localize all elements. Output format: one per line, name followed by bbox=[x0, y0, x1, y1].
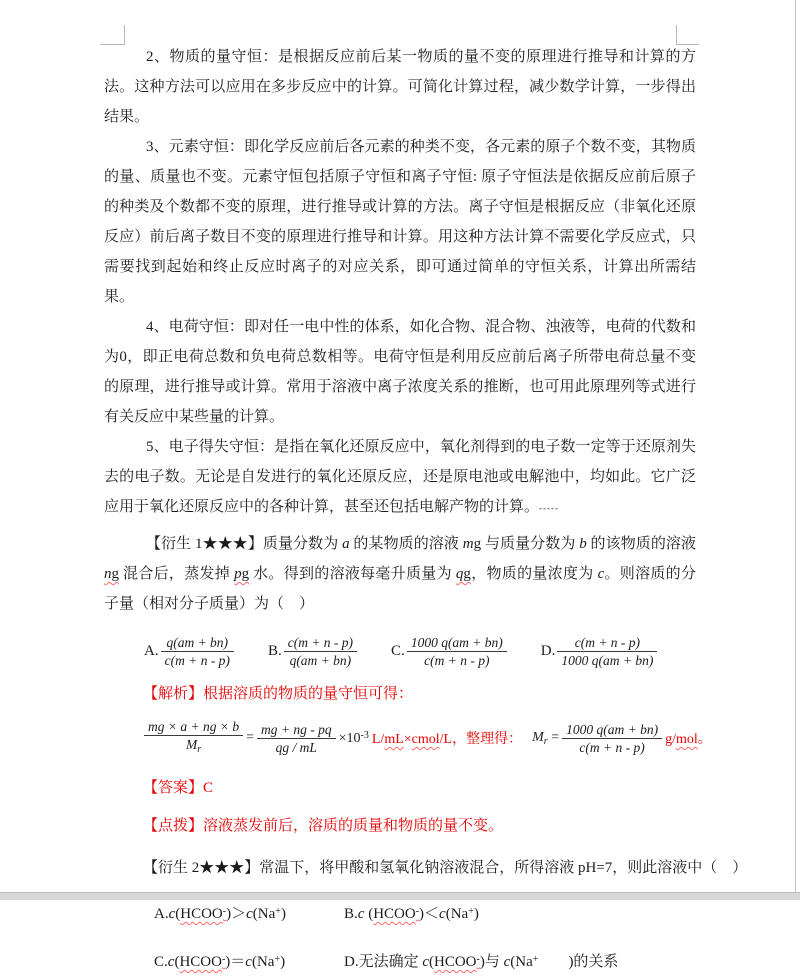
unit-conversion-red: L/mL×cmol/L，整理得： bbox=[371, 732, 530, 747]
molar-mass-equation: $M_r$ = bbox=[532, 729, 560, 747]
option-b-label: B. bbox=[267, 642, 282, 659]
option-c-fraction: $\frac{1000 q(am + bn)}{c(m + n - p)}$ bbox=[407, 634, 507, 669]
question1-stem: 【衍生 1★★★】质量分数为 a 的某物质的溶液 mg 与质量分数为 b 的该物质的溶液 ng 混合后，蒸发掉 pg 水。得到的溶液每毫升质量为 qg，物质的量浓度为 c。则溶质的分子量（相对分子质量）为（ ） bbox=[104, 536, 696, 612]
question2-option-b: B.c (HCOO-)＜c(Na+) bbox=[344, 906, 479, 922]
answer-line: 【答案】C bbox=[143, 780, 214, 796]
option-d-fraction: $\frac{c(m + n - p)}{1000 q(am + bn)}$ bbox=[557, 634, 657, 669]
question1-option-a bbox=[144, 634, 234, 669]
paragraph-electron-conservation: 5、电子得失守恒：是指在氧化还原反应中，氧化剂得到的电子数一定等于还原剂失去的电子数。无论是自发进行的氧化还原反应，还是原电池或电解池中，均如此。它广泛应用于氧化还原反应中的各种计算，甚至还包括电解产物的计算。----- bbox=[104, 439, 696, 515]
question1-options-row bbox=[144, 629, 696, 673]
question2-stem: 【衍生 2★★★】常温下，将甲酸和氢氧化钠溶液混合，所得溶液 pH=7，则此溶液中（ ） bbox=[143, 860, 748, 876]
option-d-label: D. bbox=[540, 642, 556, 659]
formula-fraction-2: $\frac{mg + ng - pq}{qg / mL}$ bbox=[257, 721, 336, 756]
paragraph-element-conservation: 3、元素守恒：即化学反应前后各元素的种类不变，各元素的原子个数不变，其物质的量、质量也不变。元素守恒包括原子守恒和离子守恒: 原子守恒法是依据反应前后原子的种类及个数都不变的原理，进行推导或计算的方法。离子守恒是根据反应（非氧化还原反应）前后离子数目不变的原理进行推导和计算。用这种方法计算不需要化学反应式，只需要找到起始和终止反应时离子的对应关系，即可通过简单的守恒关系，计算出所需结果。 bbox=[104, 139, 696, 305]
page-right-edge bbox=[795, 0, 796, 892]
analysis-formula bbox=[144, 715, 712, 761]
equals-sign: = bbox=[246, 730, 254, 745]
question2-option-a: A.c(HCOO-)＞c(Na+) bbox=[154, 906, 286, 922]
unit-gmol-red: g/mol。 bbox=[665, 732, 712, 747]
analysis-label: 【解析】根据溶质的物质的量守恒可得： bbox=[143, 686, 414, 702]
option-b-fraction: $\frac{c(m + n - p)}{q(am + bn)}$ bbox=[284, 634, 357, 669]
question2-options-row1 bbox=[154, 897, 696, 929]
power-of-ten: $\times 10^{-3}$ bbox=[338, 729, 369, 746]
paragraph-mole-conservation: 2、物质的量守恒：是根据反应前后某一物质的量不变的原理进行推导和计算的方法。这种方法可以应用在多步反应中的计算。可简化计算过程，减少数学计算，一步得出结果。 bbox=[104, 49, 696, 125]
question2-option-c: C.c(HCOO-)＝c(Na+) bbox=[154, 954, 286, 970]
question2-options-row2 bbox=[154, 945, 696, 977]
paragraph-charge-conservation: 4、电荷守恒：即对任一电中性的体系，如化合物、混合物、浊液等，电荷的代数和为0，即正电荷总数和负电荷总数相等。电荷守恒是利用反应前后离子所带电荷总量不变的原理，进行推导或计算。常用于溶液中离子浓度关系的推断，也可用此原理列等式进行有关反应中某些量的计算。 bbox=[104, 319, 696, 425]
question1-option-b bbox=[268, 634, 357, 669]
tip-line: 【点拨】溶液蒸发前后，溶质的质量和物质的量不变。 bbox=[143, 818, 504, 834]
question2-option-d: D.无法确定 c(HCOO-)与 c(Na+ )的关系 bbox=[344, 954, 619, 970]
option-a-label: A. bbox=[144, 642, 159, 659]
question1-option-d bbox=[541, 634, 658, 669]
formula-fraction-3: $\frac{1000 q(am + bn)}{c(m + n - p)}$ bbox=[562, 721, 662, 756]
option-a-fraction: $\frac{q(am + bn)}{c(m + n - p)}$ bbox=[161, 634, 234, 669]
document-body bbox=[104, 42, 748, 977]
formula-fraction-1: $\frac{mg \times a + ng \times b}{M_r}$ bbox=[144, 718, 243, 758]
option-c-label: C. bbox=[391, 642, 405, 659]
question1-option-c bbox=[391, 634, 507, 669]
